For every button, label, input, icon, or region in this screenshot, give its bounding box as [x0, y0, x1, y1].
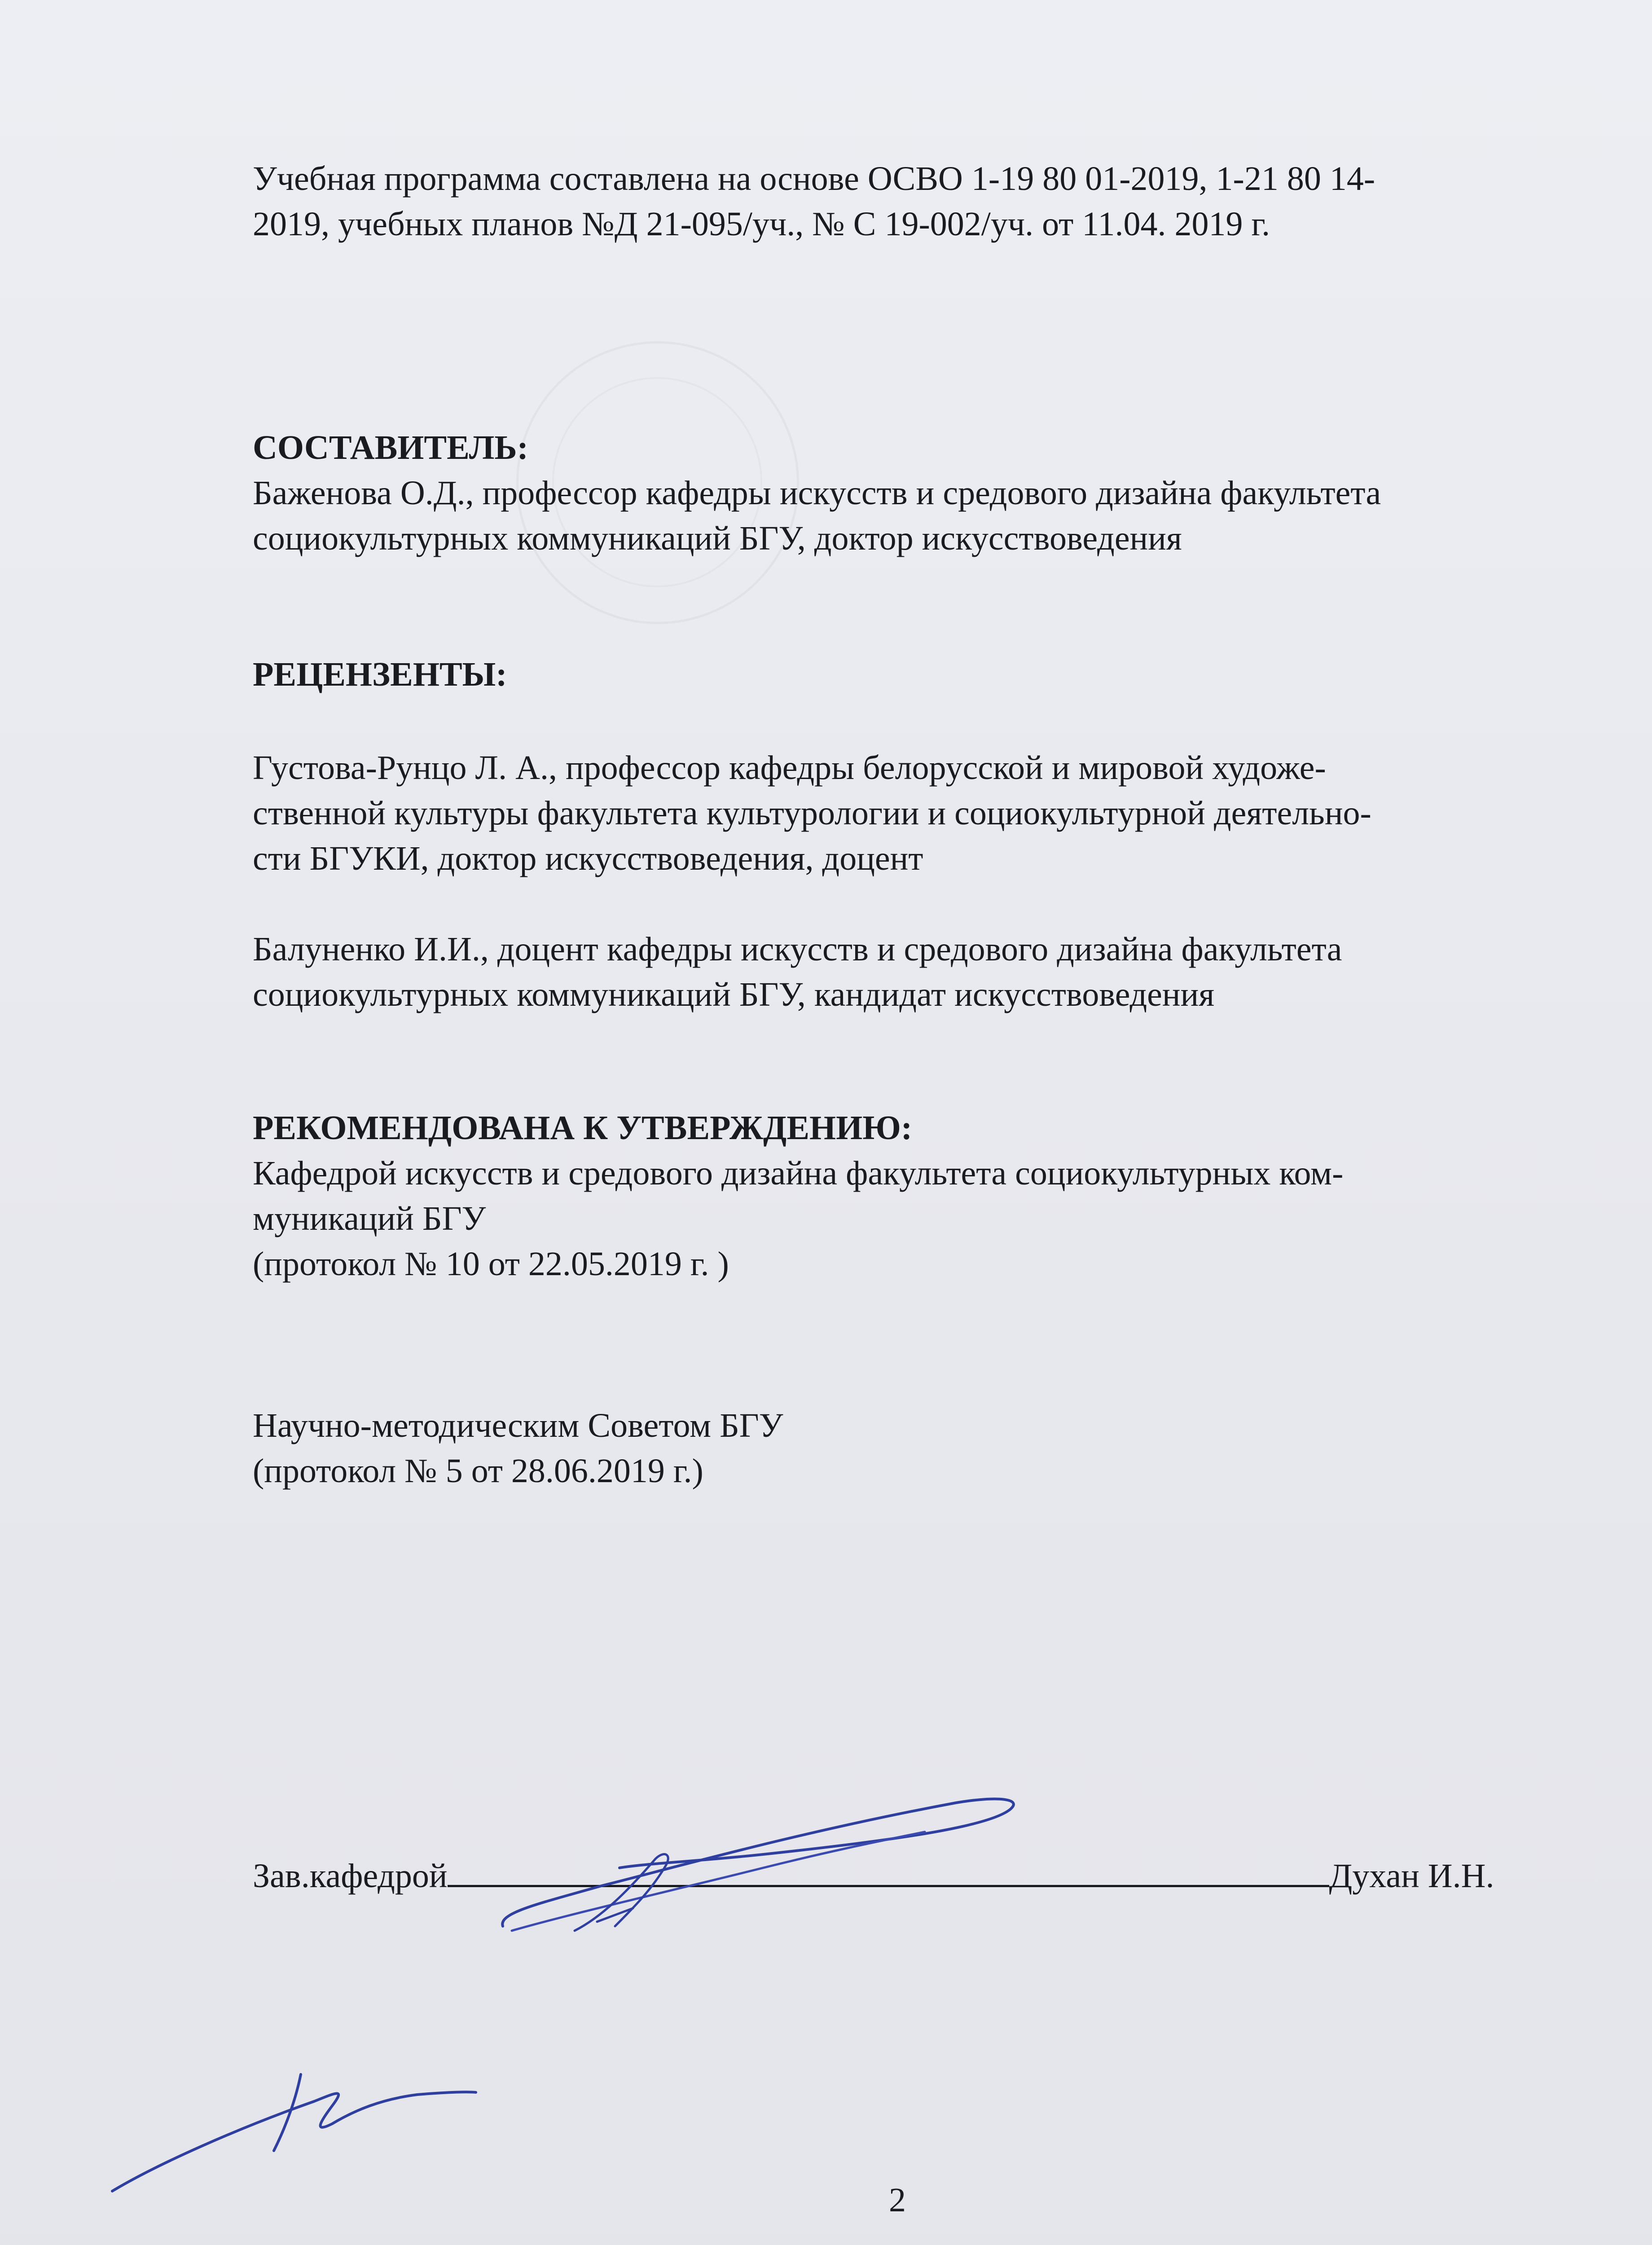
reviewer-line: Балуненко И.И., доцент кафедры искусств и средового дизайна факультета — [253, 930, 1342, 968]
reviewer-first — [253, 745, 1371, 881]
recommended-line: Кафедрой искусств и средового дизайна факультета социокультурных ком- — [253, 1154, 1344, 1192]
compiler-line: социокультурных коммуникаций БГУ, доктор искусствоведения — [253, 519, 1182, 557]
reviewer-line: Густова-Рунцо Л. А., профессор кафедры белорусской и мировой художе- — [253, 749, 1326, 787]
handwritten-initials — [103, 2056, 489, 2205]
reviewer-line: социокультурных коммуникаций БГУ, кандидат искусствоведения — [253, 976, 1215, 1013]
recommended-heading: РЕКОМЕНДОВАНА К УТВЕРЖДЕНИЮ: — [253, 1109, 913, 1147]
compiler-heading: СОСТАВИТЕЛЬ: — [253, 429, 528, 467]
reviewer-second — [253, 927, 1342, 1017]
recommended-line: (протокол № 10 от 22.05.2019 г. ) — [253, 1245, 729, 1283]
compiler-line: Баженова О.Д., профессор кафедры искусств и средового дизайна факультета — [253, 474, 1381, 512]
signature-name: Духан И.Н. — [1329, 1857, 1494, 1895]
intro-line: Учебная программа составлена на основе ОСВО 1-19 80 01-2019, 1-21 80 14- — [253, 160, 1375, 198]
reviewers-heading: РЕЦЕНЗЕНТЫ: — [253, 656, 507, 693]
council-section — [253, 1403, 783, 1494]
intro-line: 2019, учебных планов №Д 21-095/уч., № С 19-002/уч. от 11.04. 2019 г. — [253, 205, 1270, 243]
reviewers-heading-block — [253, 652, 507, 697]
council-line: (протокол № 5 от 28.06.2019 г.) — [253, 1452, 703, 1490]
page-number: 2 — [889, 2181, 906, 2219]
reviewer-line: ственной культуры факультета культурологии и социокультурной деятельно- — [253, 794, 1371, 832]
reviewer-line: сти БГУКИ, доктор искусствоведения, доцент — [253, 840, 923, 877]
signature-label: Зав.кафедрой — [253, 1857, 448, 1895]
intro-paragraph — [253, 156, 1375, 247]
recommended-section — [253, 1105, 1343, 1287]
council-line: Научно-методическим Советом БГУ — [253, 1407, 783, 1444]
compiler-section — [253, 425, 1381, 561]
recommended-line: муникаций БГУ — [253, 1200, 486, 1237]
handwritten-signature — [485, 1778, 1068, 1958]
